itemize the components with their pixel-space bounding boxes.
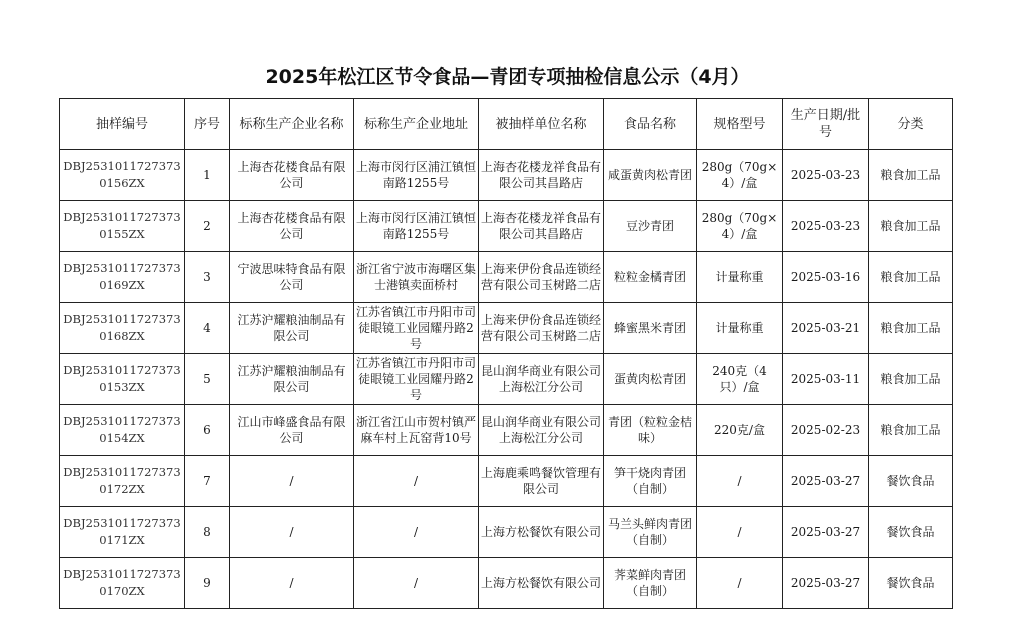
cell-category: 餐饮食品 bbox=[869, 558, 953, 609]
cell-food-name: 蛋黄肉松青团 bbox=[604, 354, 697, 405]
table-row bbox=[60, 558, 953, 609]
cell-date: 2025-03-11 bbox=[783, 354, 869, 405]
table-header-row bbox=[60, 99, 953, 150]
cell-category: 餐饮食品 bbox=[869, 507, 953, 558]
cell-category: 粮食加工品 bbox=[869, 354, 953, 405]
header-food-name: 食品名称 bbox=[604, 99, 697, 150]
cell-sampled-unit: 上海杏花楼龙祥食品有限公司其昌路店 bbox=[479, 150, 604, 201]
cell-seq: 8 bbox=[185, 507, 230, 558]
cell-spec: / bbox=[697, 507, 783, 558]
cell-category: 粮食加工品 bbox=[869, 405, 953, 456]
cell-date: 2025-03-27 bbox=[783, 507, 869, 558]
cell-sample-code: DBJ25310117273730172ZX bbox=[60, 456, 185, 507]
cell-manufacturer: 江苏沪耀粮油制品有限公司 bbox=[230, 303, 354, 354]
cell-sampled-unit: 昆山润华商业有限公司上海松江分公司 bbox=[479, 405, 604, 456]
cell-manufacturer: / bbox=[230, 507, 354, 558]
header-category: 分类 bbox=[869, 99, 953, 150]
table-row bbox=[60, 405, 953, 456]
cell-category: 餐饮食品 bbox=[869, 456, 953, 507]
cell-date: 2025-03-27 bbox=[783, 456, 869, 507]
cell-address: / bbox=[354, 558, 479, 609]
cell-address: 江苏省镇江市丹阳市司徒眼镜工业园耀丹路2号 bbox=[354, 303, 479, 354]
cell-manufacturer: / bbox=[230, 558, 354, 609]
cell-food-name: 咸蛋黄肉松青团 bbox=[604, 150, 697, 201]
cell-manufacturer: 宁波思味特食品有限公司 bbox=[230, 252, 354, 303]
cell-food-name: 粒粒金橘青团 bbox=[604, 252, 697, 303]
cell-food-name: 豆沙青团 bbox=[604, 201, 697, 252]
header-spec: 规格型号 bbox=[697, 99, 783, 150]
cell-seq: 3 bbox=[185, 252, 230, 303]
cell-food-name: 青团（粒粒金桔味） bbox=[604, 405, 697, 456]
cell-sample-code: DBJ25310117273730170ZX bbox=[60, 558, 185, 609]
cell-seq: 2 bbox=[185, 201, 230, 252]
cell-address: 江苏省镇江市丹阳市司徒眼镜工业园耀丹路2号 bbox=[354, 354, 479, 405]
cell-seq: 6 bbox=[185, 405, 230, 456]
cell-sample-code: DBJ25310117273730171ZX bbox=[60, 507, 185, 558]
table-row bbox=[60, 303, 953, 354]
cell-manufacturer: 江山市峰盛食品有限公司 bbox=[230, 405, 354, 456]
cell-sampled-unit: 上海鹿乘鸣餐饮管理有限公司 bbox=[479, 456, 604, 507]
cell-spec: 计量称重 bbox=[697, 252, 783, 303]
table-row bbox=[60, 354, 953, 405]
cell-seq: 1 bbox=[185, 150, 230, 201]
cell-category: 粮食加工品 bbox=[869, 252, 953, 303]
cell-manufacturer: 江苏沪耀粮油制品有限公司 bbox=[230, 354, 354, 405]
cell-sample-code: DBJ25310117273730156ZX bbox=[60, 150, 185, 201]
cell-seq: 7 bbox=[185, 456, 230, 507]
cell-spec: / bbox=[697, 558, 783, 609]
cell-food-name: 荠菜鲜肉青团（自制） bbox=[604, 558, 697, 609]
cell-address: 浙江省宁波市海曙区集士港镇卖面桥村 bbox=[354, 252, 479, 303]
cell-address: / bbox=[354, 507, 479, 558]
table-row bbox=[60, 252, 953, 303]
cell-manufacturer: 上海杏花楼食品有限公司 bbox=[230, 201, 354, 252]
cell-manufacturer: 上海杏花楼食品有限公司 bbox=[230, 150, 354, 201]
cell-manufacturer: / bbox=[230, 456, 354, 507]
cell-address: 上海市闵行区浦江镇恒南路1255号 bbox=[354, 150, 479, 201]
cell-sample-code: DBJ25310117273730155ZX bbox=[60, 201, 185, 252]
page-title: 2025年松江区节令食品—青团专项抽检信息公示（4月） bbox=[265, 66, 750, 88]
cell-date: 2025-03-16 bbox=[783, 252, 869, 303]
cell-date: 2025-02-23 bbox=[783, 405, 869, 456]
cell-sampled-unit: 上海方松餐饮有限公司 bbox=[479, 507, 604, 558]
cell-date: 2025-03-27 bbox=[783, 558, 869, 609]
cell-sample-code: DBJ25310117273730154ZX bbox=[60, 405, 185, 456]
cell-address: 浙江省江山市贺村镇严麻车村上瓦窑背10号 bbox=[354, 405, 479, 456]
table-row bbox=[60, 507, 953, 558]
cell-sample-code: DBJ25310117273730168ZX bbox=[60, 303, 185, 354]
cell-seq: 5 bbox=[185, 354, 230, 405]
header-manufacturer: 标称生产企业名称 bbox=[230, 99, 354, 150]
cell-sampled-unit: 上海来伊份食品连锁经营有限公司玉树路二店 bbox=[479, 303, 604, 354]
cell-sample-code: DBJ25310117273730169ZX bbox=[60, 252, 185, 303]
header-sampled-unit: 被抽样单位名称 bbox=[479, 99, 604, 150]
header-seq: 序号 bbox=[185, 99, 230, 150]
cell-date: 2025-03-23 bbox=[783, 201, 869, 252]
cell-spec: / bbox=[697, 456, 783, 507]
cell-sampled-unit: 上海方松餐饮有限公司 bbox=[479, 558, 604, 609]
cell-address: 上海市闵行区浦江镇恒南路1255号 bbox=[354, 201, 479, 252]
cell-date: 2025-03-21 bbox=[783, 303, 869, 354]
cell-sampled-unit: 昆山润华商业有限公司上海松江分公司 bbox=[479, 354, 604, 405]
table-row bbox=[60, 456, 953, 507]
cell-spec: 计量称重 bbox=[697, 303, 783, 354]
cell-food-name: 笋干烧肉青团（自制） bbox=[604, 456, 697, 507]
table-row bbox=[60, 150, 953, 201]
cell-spec: 220克/盒 bbox=[697, 405, 783, 456]
header-date: 生产日期/批号 bbox=[783, 99, 869, 150]
inspection-table bbox=[59, 98, 953, 609]
cell-address: / bbox=[354, 456, 479, 507]
cell-sampled-unit: 上海杏花楼龙祥食品有限公司其昌路店 bbox=[479, 201, 604, 252]
cell-spec: 280g（70g×4）/盒 bbox=[697, 150, 783, 201]
cell-category: 粮食加工品 bbox=[869, 201, 953, 252]
cell-spec: 240克（4只）/盒 bbox=[697, 354, 783, 405]
cell-date: 2025-03-23 bbox=[783, 150, 869, 201]
cell-spec: 280g（70g×4）/盒 bbox=[697, 201, 783, 252]
cell-category: 粮食加工品 bbox=[869, 303, 953, 354]
cell-seq: 9 bbox=[185, 558, 230, 609]
table-row bbox=[60, 201, 953, 252]
cell-sample-code: DBJ25310117273730153ZX bbox=[60, 354, 185, 405]
header-address: 标称生产企业地址 bbox=[354, 99, 479, 150]
cell-category: 粮食加工品 bbox=[869, 150, 953, 201]
cell-food-name: 蜂蜜黑米青团 bbox=[604, 303, 697, 354]
cell-food-name: 马兰头鲜肉青团（自制） bbox=[604, 507, 697, 558]
cell-seq: 4 bbox=[185, 303, 230, 354]
cell-sampled-unit: 上海来伊份食品连锁经营有限公司玉树路二店 bbox=[479, 252, 604, 303]
header-sample-code: 抽样编号 bbox=[60, 99, 185, 150]
